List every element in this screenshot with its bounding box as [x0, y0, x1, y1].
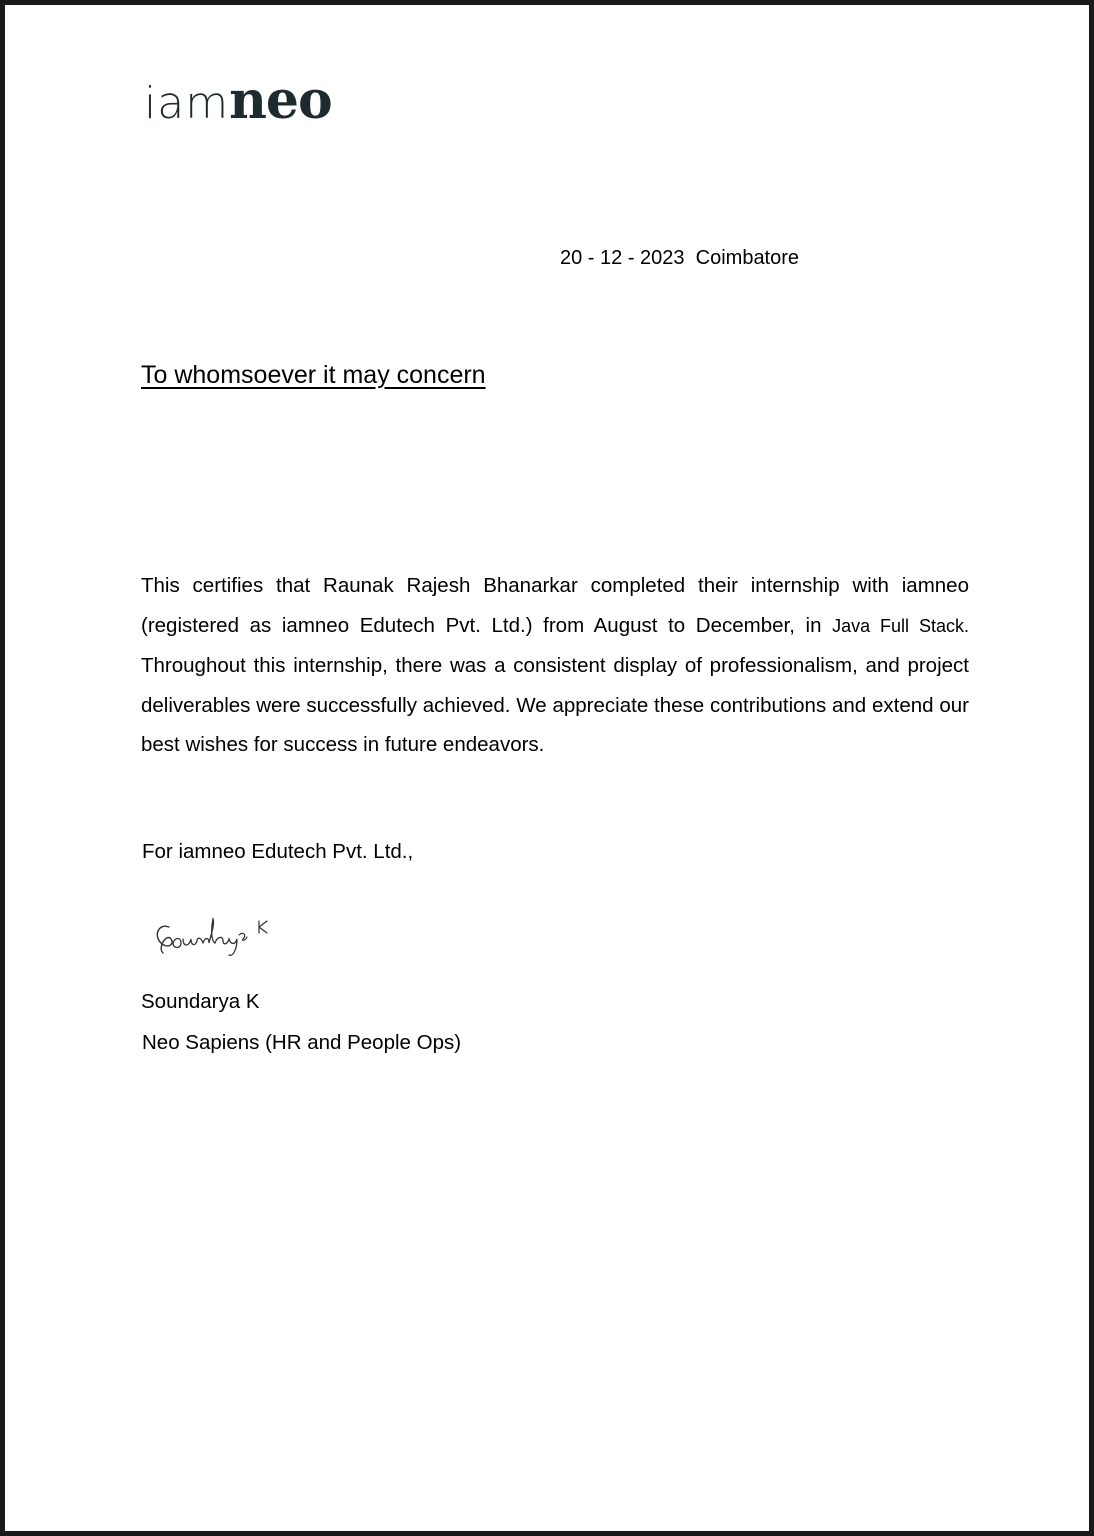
body-part-1: This certifies that Raunak Rajesh Bhanarkar completed their internship with iamneo (registered as iamneo Edutech Pvt. Ltd.) from August to December, in — [141, 574, 975, 637]
program-name: Java Full Stack. — [832, 615, 970, 636]
certificate-body — [141, 566, 981, 765]
handwritten-signature — [151, 905, 291, 965]
signer-title: Neo Sapiens (HR and People Ops) — [142, 1031, 462, 1054]
company-logo — [144, 70, 332, 131]
logo-light-text: iam — [144, 78, 230, 129]
logo-bold-text: neo — [229, 70, 332, 131]
date-location: 20 - 12 - 2023 Coimbatore — [560, 247, 800, 269]
salutation-heading: To whomsoever it may concern — [141, 361, 486, 389]
closing-line: For iamneo Edutech Pvt. Ltd., — [142, 840, 414, 863]
body-part-2: Throughout this internship, there was a consistent display of professionalism, and project deliverables were successfully achieved. We appreciate these contributions and extend our best wishes for success in future endeavors. — [141, 613, 981, 756]
signer-name: Soundarya K — [141, 990, 260, 1013]
